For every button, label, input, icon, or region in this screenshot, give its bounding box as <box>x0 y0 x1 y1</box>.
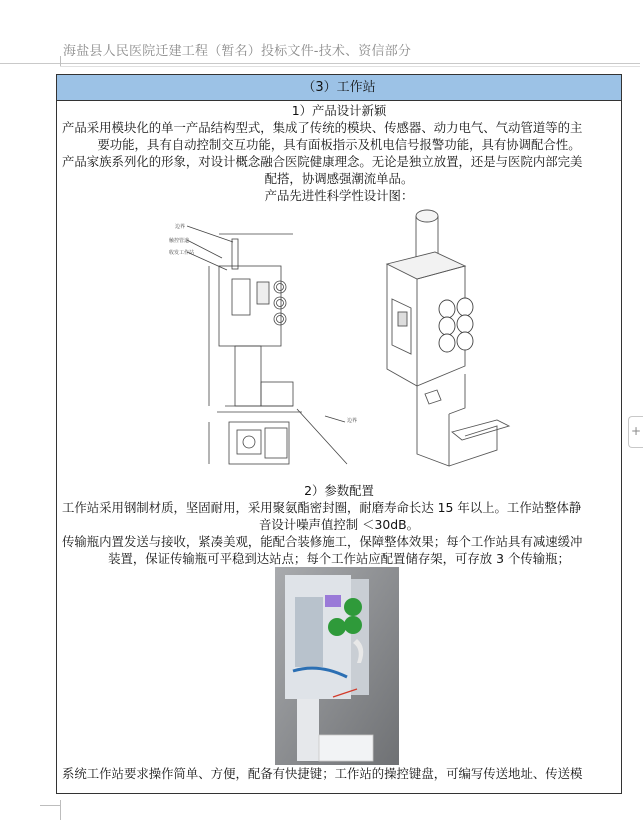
paragraph-line: 音设计噪声值控制 ＜30dB。 <box>259 517 419 532</box>
margin-mark <box>40 805 60 806</box>
drawing-label: 边界 <box>175 224 186 230</box>
drawing-label: 边界 <box>347 418 358 424</box>
header-rule-secondary <box>60 66 640 67</box>
paragraph-line: 系统工作站要求操作简单、方便，配备有快捷键；工作站的操控键盘，可编写传送地址、传送模 <box>62 766 583 781</box>
paragraph-line: 要功能，具有自动控制交互功能，具有面板指示及机电信号报警功能，具有协调配合性。 <box>97 137 581 152</box>
paragraph-line: 配搭，协调感强潮流单品。 <box>264 171 414 186</box>
section-title: （3）工作站 <box>57 75 621 101</box>
paragraph-line: 产品采用模块化的单一产品结构型式，集成了传统的模块、传感器、动力电气、气动管道等的主 <box>62 120 583 135</box>
margin-mark <box>60 56 61 66</box>
workstation-section-table <box>56 74 622 794</box>
paragraph-line: 工作站采用钢制材质，坚固耐用，采用聚氨酯密封圈，耐磨寿命长达 15 年以上。工作站整体静 <box>62 500 582 515</box>
workstation-photo-image <box>57 567 621 765</box>
margin-mark <box>60 800 61 820</box>
front-view-drawing <box>187 226 293 406</box>
paragraph-line: 产品先进性科学性设计图： <box>264 188 414 203</box>
technical-drawing-figure <box>57 204 621 482</box>
product-photo <box>57 567 621 765</box>
design-drawings <box>57 204 621 482</box>
paragraph-line: 产品家族系列化的形象，对设计概念融合医院健康理念。无论是独立放置，还是与医院内部完美 <box>62 154 583 169</box>
plan-view-drawing <box>209 409 347 464</box>
paragraph-line: 传输瓶内置发送与接收，紧凑美观，能配合装修施工，保障整体效果；每个工作站具有减速缓冲 <box>62 534 583 549</box>
subheading-design: 1）产品设计新颖 <box>291 103 387 118</box>
header-rule <box>0 63 640 64</box>
expand-tab[interactable]: + <box>628 416 643 448</box>
paragraph-line: 装置，保证传输瓶可平稳到达站点；每个工作站应配置储存架，可存放 3 个传输瓶； <box>108 551 570 566</box>
subheading-parameters: 2）参数配置 <box>304 483 374 498</box>
drawing-label: 触控管道 <box>169 238 190 244</box>
page-header: 海盐县人民医院迁建工程（暂名）投标文件-技术、资信部分 <box>63 44 412 59</box>
tube-ports <box>439 298 473 352</box>
drawing-label: 收发工作站 <box>169 250 195 256</box>
